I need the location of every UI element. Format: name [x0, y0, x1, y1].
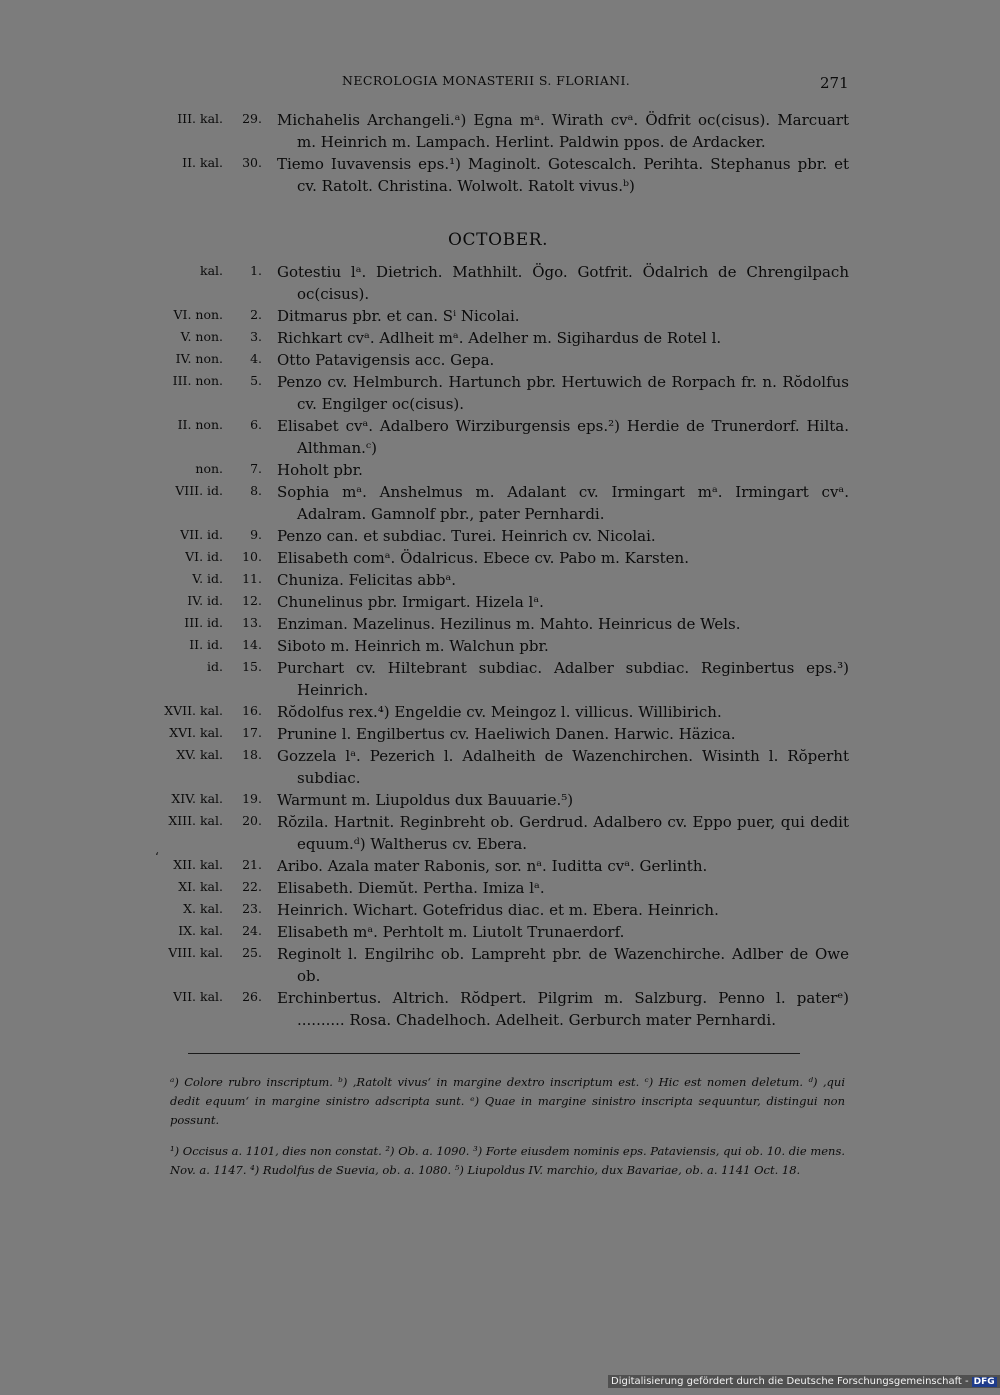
entry-date: VII. kal.	[173, 989, 223, 1004]
entry-date: XI. kal.	[178, 879, 223, 894]
entry-date: IV. id.	[187, 593, 223, 608]
entry-row	[0, 811, 1000, 855]
entry-date: VI. non.	[173, 307, 223, 322]
entry-day: 25.	[242, 945, 262, 960]
entry-text: Ditmarus pbr. et can. Sⁱ Nicolai.	[277, 307, 520, 325]
month-heading: OCTOBER.	[448, 230, 549, 250]
entry-text: Rŏdolfus rex.⁴) Engeldie cv. Meingoz l. villicus. Willibirich.	[277, 703, 722, 721]
entry-date: II. non.	[177, 417, 223, 432]
entry-row	[0, 349, 1000, 371]
page-number: 271	[820, 74, 849, 92]
entry-row	[0, 943, 1000, 987]
entry-text: Michahelis Archangeli.ᵃ) Egna mᵃ. Wirath cvᵃ. Ödfrit oc(cisus). Marcuart m. Heinrich m. Lampach. Herlint. Paldwin ppos. de Ardacker.	[277, 111, 849, 151]
entry-day: 12.	[242, 593, 262, 608]
entry-date: XIV. kal.	[171, 791, 223, 806]
entry-text: Penzo cv. Helmburch. Hartunch pbr. Hertuwich de Rorpach fr. n. Rŏdolfus cv. Engilger oc(cisus).	[277, 373, 849, 413]
entry-text: Penzo can. et subdiac. Turei. Heinrich cv. Nicolai.	[277, 527, 656, 545]
entry-text: Elisabet cvᵃ. Adalbero Wirziburgensis eps.²) Herdie de Trunerdorf. Hilta. Althman.ᶜ)	[277, 417, 849, 457]
entry-text: Elisabeth. Diemŭt. Pertha. Imiza lᵃ.	[277, 879, 545, 897]
entry-date: II. id.	[189, 637, 223, 652]
entry-text: Elisabeth mᵃ. Perhtolt m. Liutolt Trunaerdorf.	[277, 923, 625, 941]
entry-row	[0, 415, 1000, 459]
margin-mark: ‘	[155, 850, 159, 864]
entry-day: 1.	[250, 263, 262, 278]
entry-row	[0, 921, 1000, 943]
entry-row	[0, 855, 1000, 877]
entry-date: V. id.	[192, 571, 223, 586]
entry-text: Aribo. Azala mater Rabonis, sor. nᵃ. Iuditta cvᵃ. Gerlinth.	[277, 857, 708, 875]
entry-text: Chuniza. Felicitas abbᵃ.	[277, 571, 457, 589]
entry-row	[0, 613, 1000, 635]
entry-day: 17.	[242, 725, 262, 740]
dfg-logo: DFG	[973, 1377, 995, 1387]
entry-day: 6.	[250, 417, 262, 432]
entry-day: 19.	[242, 791, 262, 806]
entry-date: VIII. id.	[175, 483, 223, 498]
entry-row	[0, 481, 1000, 525]
entry-day: 29.	[242, 111, 262, 126]
footer-credit: Digitalisierung gefördert durch die Deutsche Forschungsgemeinschaft - DFG	[608, 1375, 1000, 1388]
entry-text: Enziman. Mazelinus. Hezilinus m. Mahto. Heinricus de Wels.	[277, 615, 741, 633]
entry-date: XIII. kal.	[168, 813, 223, 828]
entry-date: XV. kal.	[176, 747, 223, 762]
entry-date: IV. non.	[175, 351, 223, 366]
entry-text: Warmunt m. Liupoldus dux Bauuarie.⁵)	[277, 791, 574, 809]
entry-day: 4.	[250, 351, 262, 366]
entry-date: VIII. kal.	[168, 945, 223, 960]
entry-date: non.	[195, 461, 223, 476]
entry-date: VII. id.	[180, 527, 223, 542]
entry-day: 7.	[250, 461, 262, 476]
entry-row	[0, 261, 1000, 305]
entry-day: 2.	[250, 307, 262, 322]
entry-text: Purchart cv. Hiltebrant subdiac. Adalber subdiac. Reginbertus eps.³) Heinrich.	[277, 659, 849, 699]
historical-notes: ¹) Occisus a. 1101, dies non constat. ²) Ob. a. 1090. ³) Forte eiusdem nominis eps. Pataviensis, qui ob. 10. die mens. Nov. a. 1147. ⁴) Rudolfus de Suevia, ob. a. 1080. ⁵) Liupoldus IV. marchio, dux Bavariae, ob. a. 1141 Oct. 18.	[170, 1144, 845, 1177]
entry-date: VI. id.	[185, 549, 223, 564]
entry-row	[0, 701, 1000, 723]
entry-date: II. kal.	[182, 155, 223, 170]
entry-text: Tiemo Iuvavensis eps.¹) Maginolt. Gotescalch. Perihta. Stephanus pbr. et cv. Ratolt. Christina. Wolwolt. Ratolt vivus.ᵇ)	[277, 155, 849, 195]
entry-text: Erchinbertus. Altrich. Rŏdpert. Pilgrim m. Salzburg. Penno l. paterᵉ) .......... Rosa. Chadelhoch. Adelheit. Gerburch mater Pernhardi.	[277, 989, 849, 1029]
entry-row	[0, 987, 1000, 1053]
entry-day: 24.	[242, 923, 262, 938]
entry-day: 26.	[242, 989, 262, 1004]
entry-row	[0, 547, 1000, 569]
entry-day: 30.	[242, 155, 262, 170]
entry-day: 8.	[250, 483, 262, 498]
entries-before	[0, 109, 1000, 197]
entry-date: XII. kal.	[173, 857, 223, 872]
entry-row	[0, 635, 1000, 657]
entry-row	[0, 327, 1000, 349]
entry-row	[0, 305, 1000, 327]
entry-row	[0, 153, 1000, 197]
entry-text: Otto Patavigensis acc. Gepa.	[277, 351, 495, 369]
entry-text: Rŏzila. Hartnit. Reginbreht ob. Gerdrud. Adalbero cv. Eppo puer, qui dedit equum.ᵈ) Waltherus cv. Ebera.	[277, 813, 849, 853]
entry-date: III. non.	[172, 373, 223, 388]
entry-row	[0, 789, 1000, 811]
entry-text: Chunelinus pbr. Irmigart. Hizela lᵃ.	[277, 593, 544, 611]
entry-day: 14.	[242, 637, 262, 652]
entry-day: 21.	[242, 857, 262, 872]
entry-text: Gozzela lᵃ. Pezerich l. Adalheith de Wazenchirchen. Wisinth l. Rŏperht subdiac.	[277, 747, 849, 787]
entry-date: XVI. kal.	[169, 725, 223, 740]
entry-row	[0, 459, 1000, 481]
entry-text: Gotestiu lᵃ. Dietrich. Mathhilt. Ögo. Gotfrit. Ödalrich de Chrengilpach oc(cisus).	[277, 263, 849, 303]
entry-text: Elisabeth comᵃ. Ödalricus. Ebece cv. Pabo m. Karsten.	[277, 549, 689, 567]
entry-text: Reginolt l. Engilrihc ob. Lampreht pbr. de Wazenchirche. Adlber de Owe ob.	[277, 945, 849, 985]
entry-day: 5.	[250, 373, 262, 388]
entry-date: id.	[207, 659, 223, 674]
entry-row	[0, 371, 1000, 415]
entries-october	[0, 261, 1000, 1053]
entry-date: X. kal.	[183, 901, 223, 916]
entry-row	[0, 657, 1000, 701]
entry-row	[0, 723, 1000, 745]
running-head: NECROLOGIA MONASTERII S. FLORIANI.	[342, 73, 631, 88]
entry-text: Prunine l. Engilbertus cv. Haeliwich Danen. Harwic. Häzica.	[277, 725, 736, 743]
entry-row	[0, 591, 1000, 613]
entry-row	[0, 109, 1000, 153]
entry-text: Richkart cvᵃ. Adlheit mᵃ. Adelher m. Sigihardus de Rotel l.	[277, 329, 722, 347]
entry-row	[0, 899, 1000, 921]
entry-day: 23.	[242, 901, 262, 916]
entry-day: 9.	[250, 527, 262, 542]
entry-date: III. id.	[184, 615, 223, 630]
entry-day: 16.	[242, 703, 262, 718]
entry-row	[0, 745, 1000, 789]
entry-day: 13.	[242, 615, 262, 630]
entry-text: Sophia mᵃ. Anshelmus m. Adalant cv. Irmingart mᵃ. Irmingart cvᵃ. Adalram. Gamnolf pbr., pater Pernhardi.	[277, 483, 849, 523]
entry-date: XVII. kal.	[164, 703, 223, 718]
entry-day: 22.	[242, 879, 262, 894]
entry-day: 10.	[242, 549, 262, 564]
entry-text: Hoholt pbr.	[277, 461, 363, 479]
entry-row	[0, 569, 1000, 591]
entry-day: 11.	[242, 571, 262, 586]
entry-date: V. non.	[180, 329, 223, 344]
entry-date: IX. kal.	[178, 923, 223, 938]
entry-date: kal.	[200, 263, 223, 278]
entry-day: 18.	[242, 747, 262, 762]
entry-text: Siboto m. Heinrich m. Walchun pbr.	[277, 637, 549, 655]
entry-row	[0, 525, 1000, 547]
entry-day: 3.	[250, 329, 262, 344]
entry-date: III. kal.	[177, 111, 223, 126]
entry-row	[0, 877, 1000, 899]
entry-day: 15.	[242, 659, 262, 674]
footnote-rule	[188, 1053, 800, 1054]
textual-notes: ᵃ) Colore rubro inscriptum. ᵇ) ‚Ratolt vivus‘ in margine dextro inscriptum est. ᶜ) Hic est nomen deletum. ᵈ) ‚qui dedit equum‘ in margine sinistro adscripta sunt. ᵉ) Quae in margine sinistro inscripta sequuntur, distingui non possunt.	[170, 1075, 845, 1127]
entry-text: Heinrich. Wichart. Gotefridus diac. et m. Ebera. Heinrich.	[277, 901, 719, 919]
entry-day: 20.	[242, 813, 262, 828]
